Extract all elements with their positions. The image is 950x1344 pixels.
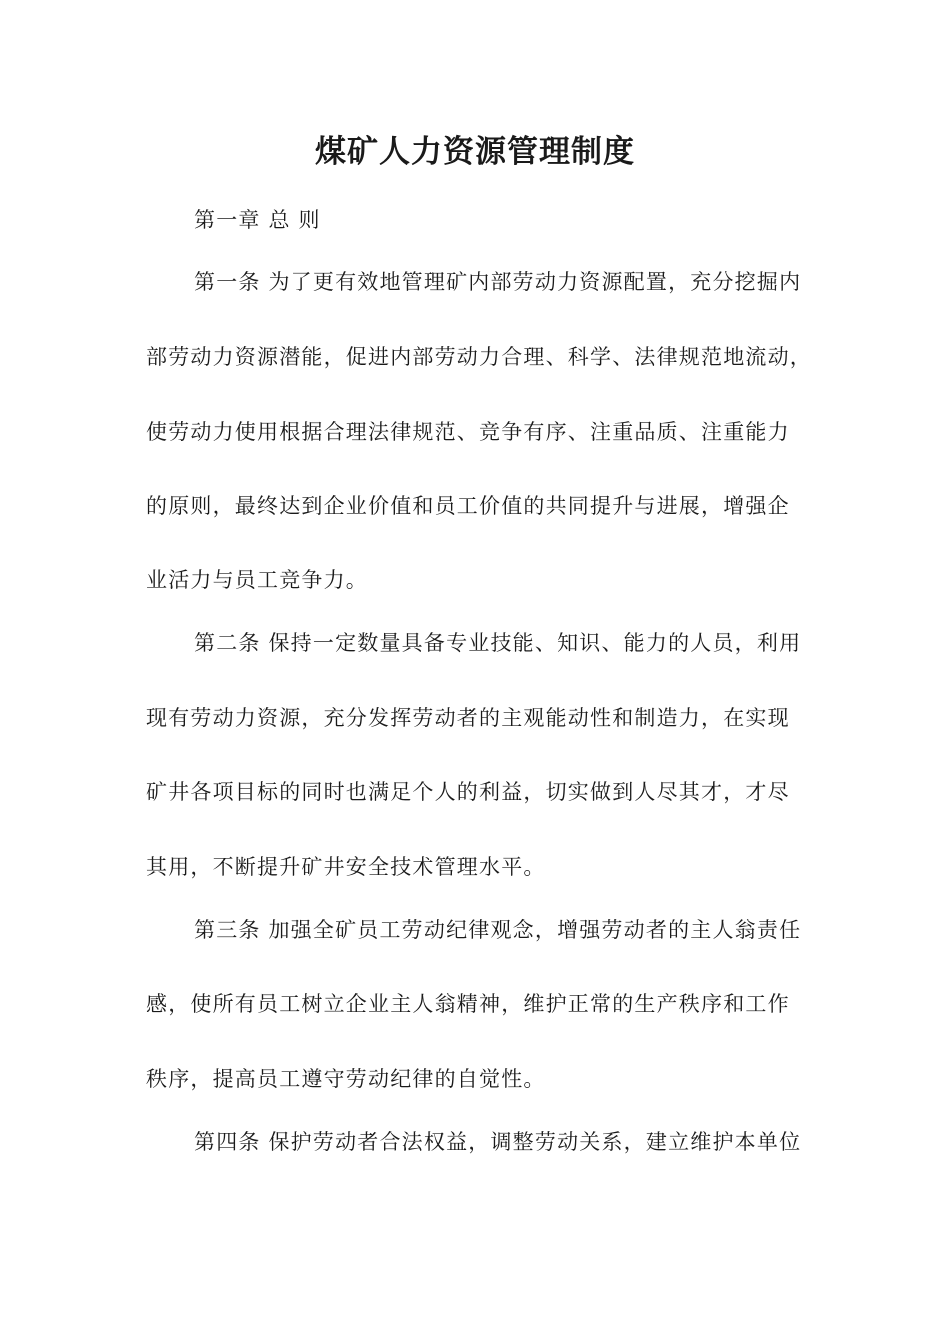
article-3-line-2: 感，使所有员工树立企业主人翁精神，维护正常的生产秩序和工作 — [146, 992, 790, 1016]
article-3-line-3: 秩序，提高员工遵守劳动纪律的自觉性。 — [146, 1067, 546, 1091]
article-2-line-2: 现有劳动力资源，充分发挥劳动者的主观能动性和制造力，在实现 — [146, 706, 790, 730]
article-2-line-3: 矿井各项目标的同时也满足个人的利益，切实做到人尽其才，才尽 — [146, 780, 790, 804]
article-1-line-4: 的原则，最终达到企业价值和员工价值的共同提升与进展，增强企 — [146, 494, 790, 518]
article-3-line-1: 第三条 加强全矿员工劳动纪律观念，增强劳动者的主人翁责任 — [194, 918, 802, 942]
article-4-line-1: 第四条 保护劳动者合法权益，调整劳动关系，建立维护本单位 — [194, 1130, 802, 1154]
article-1-line-3: 使劳动力使用根据合理法律规范、竞争有序、注重品质、注重能力 — [146, 420, 790, 444]
article-2-line-1: 第二条 保持一定数量具备专业技能、知识、能力的人员，利用 — [194, 631, 802, 655]
article-1-line-1: 第一条 为了更有效地管理矿内部劳动力资源配置，充分挖掘内 — [194, 270, 802, 294]
document-title: 煤矿人力资源管理制度 — [315, 134, 635, 170]
article-2-line-4: 其用，不断提升矿井安全技术管理水平。 — [146, 855, 546, 879]
article-1-line-5: 业活力与员工竞争力。 — [146, 568, 368, 592]
chapter-heading: 第一章 总 则 — [194, 208, 321, 232]
article-1-line-2: 部劳动力资源潜能，促进内部劳动力合理、科学、法律规范地流动， — [146, 345, 812, 369]
